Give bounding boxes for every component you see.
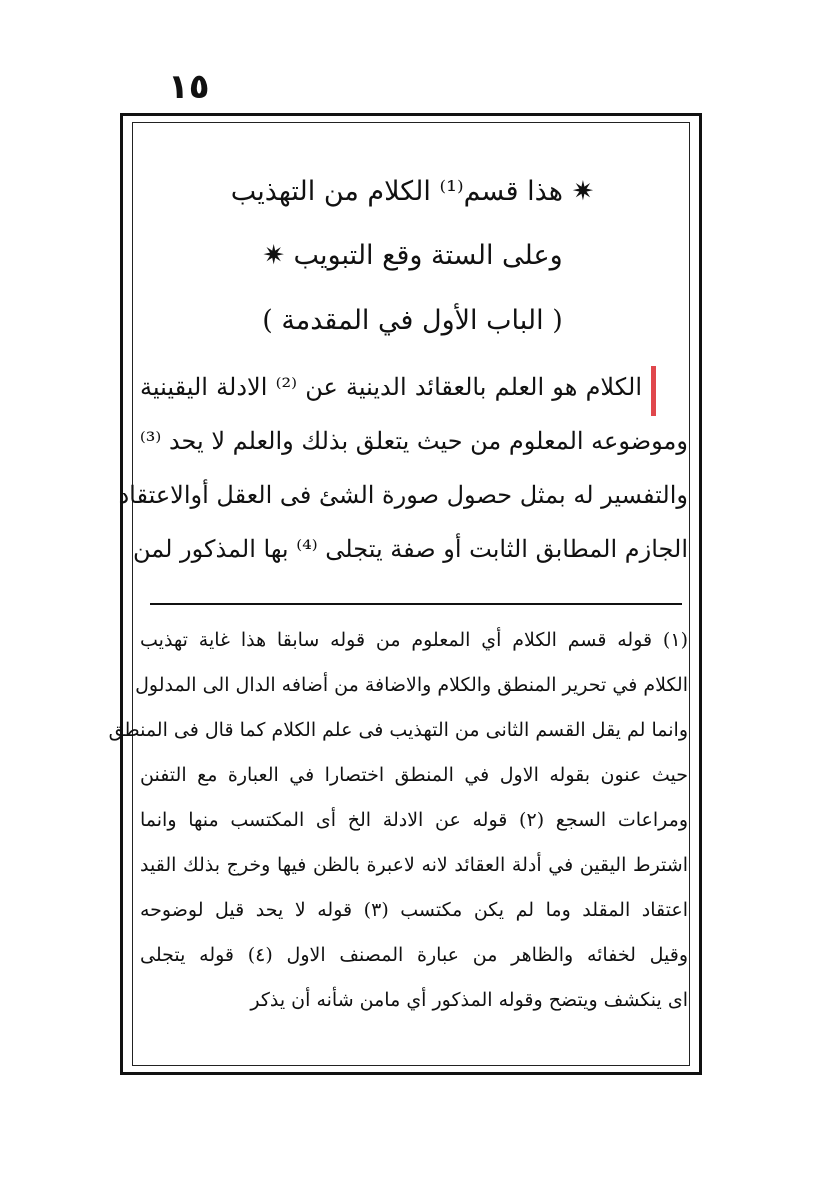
- page-number: ١٥: [168, 67, 210, 107]
- footnote-line: (١) قوله قسم الكلام أي المعلوم من قوله سابقا هذا غاية تهذيب: [140, 629, 688, 651]
- main-text-line: والتفسير له بمثل حصول صورة الشئ فى العقل أوالاعتقاد: [118, 481, 688, 509]
- main-text-line: وموضوعه المعلوم من حيث يتعلق بذلك والعلم لا يحد ⁽³⁾: [139, 427, 688, 455]
- footnote-divider: [150, 603, 682, 605]
- footnote-line: اشترط اليقين في أدلة العقائد لانه لاعبرة بالظن فيها وخرج بذلك القيد: [140, 854, 688, 876]
- footnote-line: وقيل لخفائه والظاهر من عبارة المصنف الاول (٤) قوله يتجلى: [140, 944, 689, 966]
- footnote-line: اعتقاد المقلد وما لم يكن مكتسب (٣) قوله لا يحد قيل لوضوحه: [140, 899, 688, 921]
- main-text-block: [118, 360, 688, 576]
- footnote-line: وانما لم يقل القسم الثانى من التهذيب فى علم الكلام كما قال فى المنطق: [108, 719, 688, 741]
- chapter-title: ( الباب الأول في المقدمة ): [262, 305, 563, 336]
- footnote-line: الكلام في تحرير المنطق والكلام والاضافة من أضافه الدال الى المدلول: [135, 674, 688, 696]
- footnote-line: اى ينكشف ويتضح وقوله المذكور أي مامن شأنه أن يذكر: [250, 989, 688, 1011]
- main-text-line: الكلام هو العلم بالعقائد الدينية عن ⁽²⁾ الادلة اليقينية: [140, 373, 642, 401]
- footnotes-block: [108, 618, 689, 1023]
- heading-line-1: ✷ هذا قسم⁽¹⁾ الكلام من التهذيب: [230, 176, 595, 207]
- heading-block: [140, 160, 685, 354]
- footnote-line: ومراعات السجع (٢) قوله عن الادلة الخ أى المكتسب منها وانما: [140, 809, 689, 831]
- footnote-line: حيث عنون بقوله الاول في المنطق اختصارا في العبارة مع التفنن: [140, 764, 688, 786]
- main-text-line: الجازم المطابق الثابت أو صفة يتجلى ⁽⁴⁾ بها المذكور لمن: [132, 535, 688, 563]
- heading-line-2: وعلى الستة وقع التبويب ✷: [262, 240, 563, 271]
